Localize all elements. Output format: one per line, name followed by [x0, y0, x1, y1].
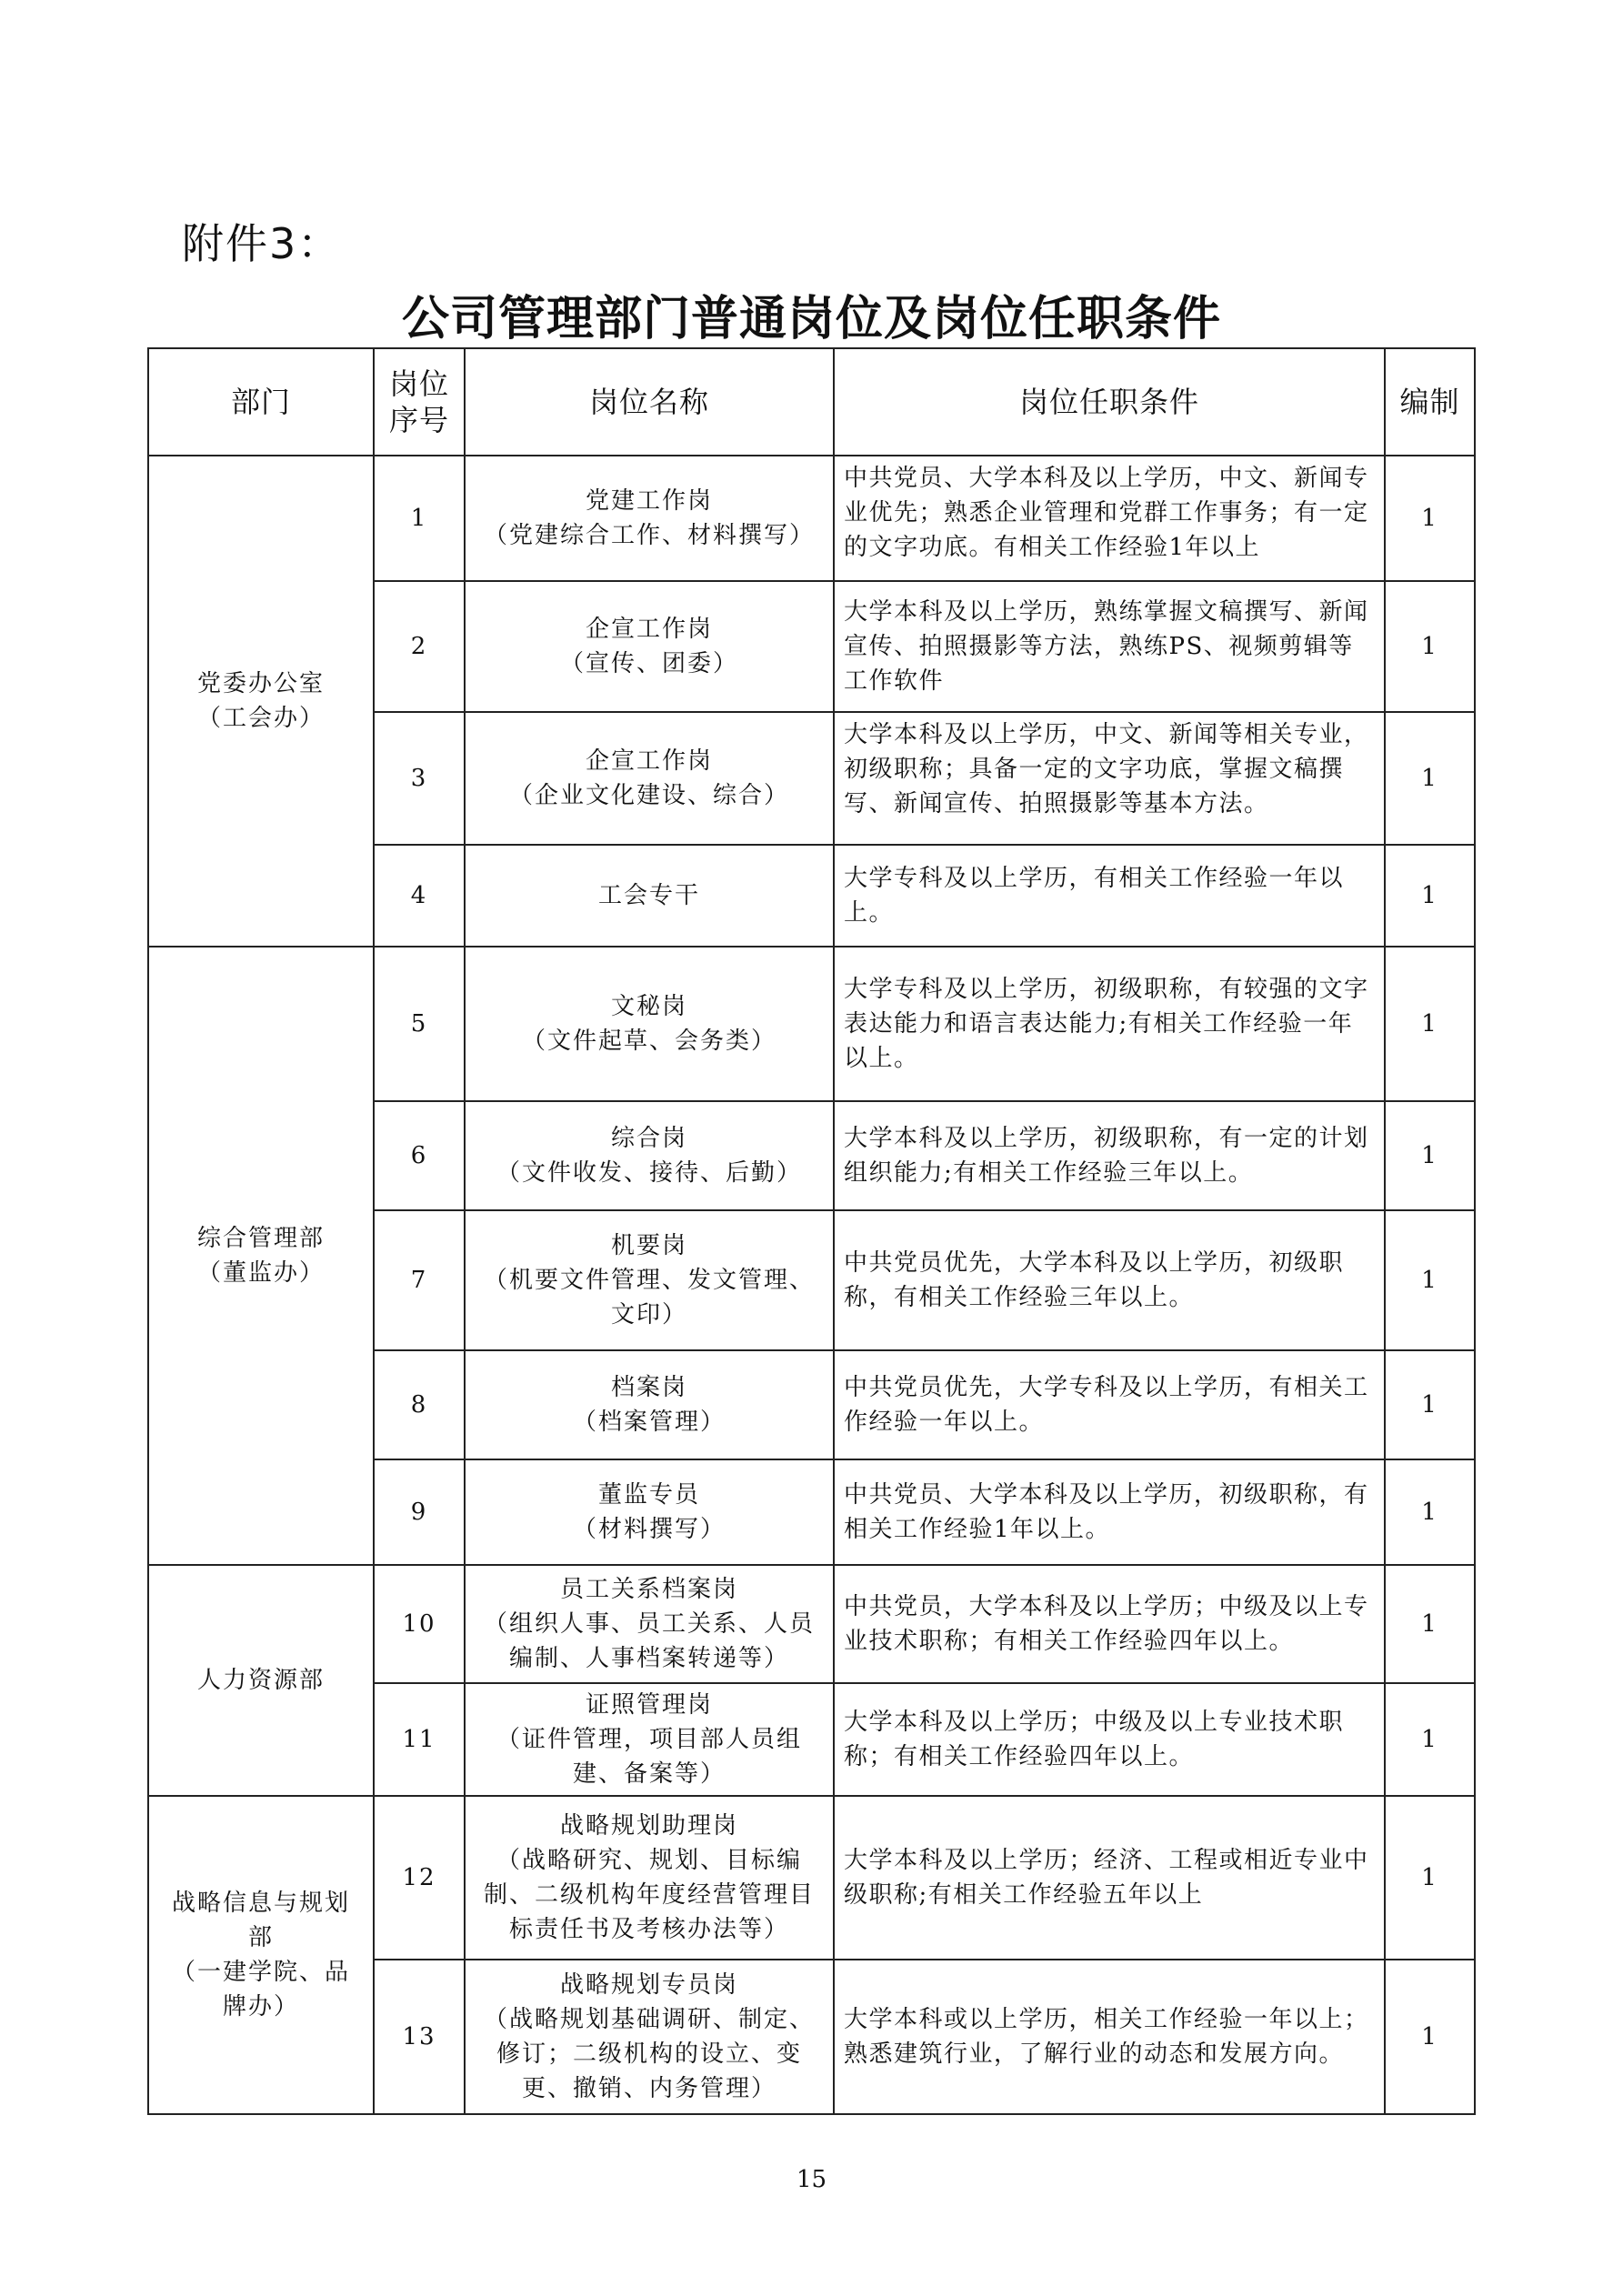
position-detail: （宣传、团委） — [559, 650, 738, 677]
seq-cell: 5 — [374, 947, 465, 1101]
position-cell — [465, 1683, 834, 1796]
condition-cell: 大学本科及以上学历，初级职称，有一定的计划组织能力;有相关工作经验三年以上。 — [834, 1101, 1385, 1210]
position-title: 员工关系档案岗 — [559, 1576, 738, 1603]
position-title: 综合岗 — [610, 1125, 687, 1152]
seq-cell: 4 — [374, 845, 465, 947]
quota-cell: 1 — [1385, 1101, 1475, 1210]
attachment-label: 附件3： — [182, 219, 342, 268]
position-detail: （文件起草、会务类） — [521, 1028, 776, 1055]
condition-cell: 大学专科及以上学历，初级职称，有较强的文字表达能力和语言表达能力;有相关工作经验一年以上。 — [834, 947, 1385, 1101]
seq-cell: 10 — [374, 1565, 465, 1683]
position-cell — [465, 456, 834, 581]
seq-cell: 9 — [374, 1459, 465, 1565]
condition-text: 大学本科及以上学历，中文、新闻等相关专业，初级职称；具备一定的文字功底，掌握文稿撰写、新闻宣传、拍照摄影等基本方法。 — [844, 721, 1369, 817]
quota-cell: 1 — [1385, 712, 1475, 845]
position-cell — [465, 581, 834, 712]
position-cell — [465, 1565, 834, 1683]
dept-cell — [148, 947, 374, 1565]
table-row — [148, 1565, 1475, 1683]
table-header-row — [148, 348, 1475, 456]
position-cell — [465, 845, 834, 947]
position-detail: （文件收发、接待、后勤） — [496, 1159, 802, 1187]
dept-cell — [148, 456, 374, 947]
condition-cell: 大学本科及以上学历，熟练掌握文稿撰写、新闻宣传、拍照摄影等方法，熟练PS、视频剪辑等工作软件 — [834, 581, 1385, 712]
quota-cell: 1 — [1385, 1350, 1475, 1459]
page-title: 公司管理部门普通岗位及岗位任职条件 — [401, 292, 1221, 346]
quota-cell: 1 — [1385, 1796, 1475, 1960]
header-dept: 部门 — [148, 348, 374, 456]
quota-cell: 1 — [1385, 456, 1475, 581]
position-cell — [465, 947, 834, 1101]
seq-cell: 3 — [374, 712, 465, 845]
position-title: 企宣工作岗 — [585, 747, 713, 775]
position-detail: （证件管理，项目部人员组建、备案等） — [496, 1726, 802, 1788]
condition-cell — [834, 712, 1385, 845]
header-seq: 岗位序号 — [374, 348, 465, 456]
table-row — [148, 456, 1475, 581]
table-row — [148, 1796, 1475, 1960]
dept-sub: （董监办） — [196, 1259, 325, 1287]
position-cell — [465, 1350, 834, 1459]
seq-cell: 6 — [374, 1101, 465, 1210]
quota-cell: 1 — [1385, 581, 1475, 712]
position-title: 战略规划专员岗 — [559, 1971, 738, 1999]
condition-cell: 大学本科及以上学历；经济、工程或相近专业中级职称;有相关工作经验五年以上 — [834, 1796, 1385, 1960]
seq-cell: 12 — [374, 1796, 465, 1960]
header-name: 岗位名称 — [465, 348, 834, 456]
dept-name: 党委办公室 — [196, 670, 325, 697]
position-detail: （机要文件管理、发文管理、文印） — [483, 1267, 815, 1328]
table-row — [148, 947, 1475, 1101]
condition-cell: 中共党员优先，大学专科及以上学历，有相关工作经验一年以上。 — [834, 1350, 1385, 1459]
quota-cell: 1 — [1385, 1683, 1475, 1796]
dept-sub: （工会办） — [196, 705, 325, 732]
seq-cell: 2 — [374, 581, 465, 712]
position-title: 机要岗 — [610, 1232, 687, 1259]
condition-cell: 大学本科及以上学历；中级及以上专业技术职称；有相关工作经验四年以上。 — [834, 1683, 1385, 1796]
position-cell — [465, 1796, 834, 1960]
dept-name: 战略信息与规划部 — [171, 1890, 350, 1951]
quota-cell: 1 — [1385, 1960, 1475, 2114]
dept-sub: （一建学院、品牌办） — [171, 1959, 350, 2020]
seq-cell: 7 — [374, 1210, 465, 1350]
position-title: 战略规划助理岗 — [559, 1812, 738, 1840]
condition-cell: 中共党员优先，大学本科及以上学历，初级职称，有相关工作经验三年以上。 — [834, 1210, 1385, 1350]
condition-cell: 大学本科或以上学历，相关工作经验一年以上；熟悉建筑行业，了解行业的动态和发展方向。 — [834, 1960, 1385, 2114]
seq-cell: 1 — [374, 456, 465, 581]
quota-cell: 1 — [1385, 1565, 1475, 1683]
position-cell — [465, 1459, 834, 1565]
dept-name: 人力资源部 — [196, 1667, 325, 1694]
position-detail: （战略研究、规划、目标编制、二级机构年度经营管理目标责任书及考核办法等） — [483, 1847, 815, 1943]
position-title: 企宣工作岗 — [585, 616, 713, 643]
position-detail: （档案管理） — [572, 1409, 726, 1436]
seq-cell: 13 — [374, 1960, 465, 2114]
quota-cell: 1 — [1385, 1210, 1475, 1350]
position-cell — [465, 1101, 834, 1210]
position-title: 党建工作岗 — [585, 487, 713, 515]
position-cell — [465, 1210, 834, 1350]
position-detail: （材料撰写） — [572, 1516, 726, 1543]
header-cond: 岗位任职条件 — [834, 348, 1385, 456]
dept-cell — [148, 1565, 374, 1796]
position-title: 证照管理岗 — [585, 1691, 713, 1719]
dept-cell — [148, 1796, 374, 2114]
position-title: 文秘岗 — [610, 993, 687, 1020]
position-title: 档案岗 — [610, 1374, 687, 1401]
condition-cell: 中共党员、大学本科及以上学历，初级职称，有相关工作经验1年以上。 — [834, 1459, 1385, 1565]
position-detail: （战略规划基础调研、制定、修订；二级机构的设立、变更、撤销、内务管理） — [483, 2006, 815, 2102]
condition-cell: 中共党员，大学本科及以上学历；中级及以上专业技术职称；有相关工作经验四年以上。 — [834, 1565, 1385, 1683]
position-detail: （组织人事、员工关系、人员编制、人事档案转递等） — [483, 1610, 815, 1672]
position-detail: （党建综合工作、材料撰写） — [483, 522, 815, 549]
condition-cell: 大学专科及以上学历，有相关工作经验一年以上。 — [834, 845, 1385, 947]
quota-cell: 1 — [1385, 947, 1475, 1101]
seq-cell: 8 — [374, 1350, 465, 1459]
position-title: 工会专干 — [597, 882, 700, 909]
header-quota: 编制 — [1385, 348, 1475, 456]
position-title: 董监专员 — [597, 1481, 700, 1509]
condition-cell — [834, 456, 1385, 581]
position-cell — [465, 1960, 834, 2114]
seq-cell: 11 — [374, 1683, 465, 1796]
condition-text: 中共党员、大学本科及以上学历，中文、新闻专业优先；熟悉企业管理和党群工作事务；有一定的文字功底。有相关工作经验1年以上 — [844, 465, 1369, 561]
page-number: 15 — [796, 2166, 827, 2193]
position-detail: （企业文化建设、综合） — [508, 782, 789, 809]
dept-name: 综合管理部 — [196, 1225, 325, 1252]
quota-cell: 1 — [1385, 1459, 1475, 1565]
positions-table — [147, 347, 1476, 2115]
position-cell — [465, 712, 834, 845]
quota-cell: 1 — [1385, 845, 1475, 947]
